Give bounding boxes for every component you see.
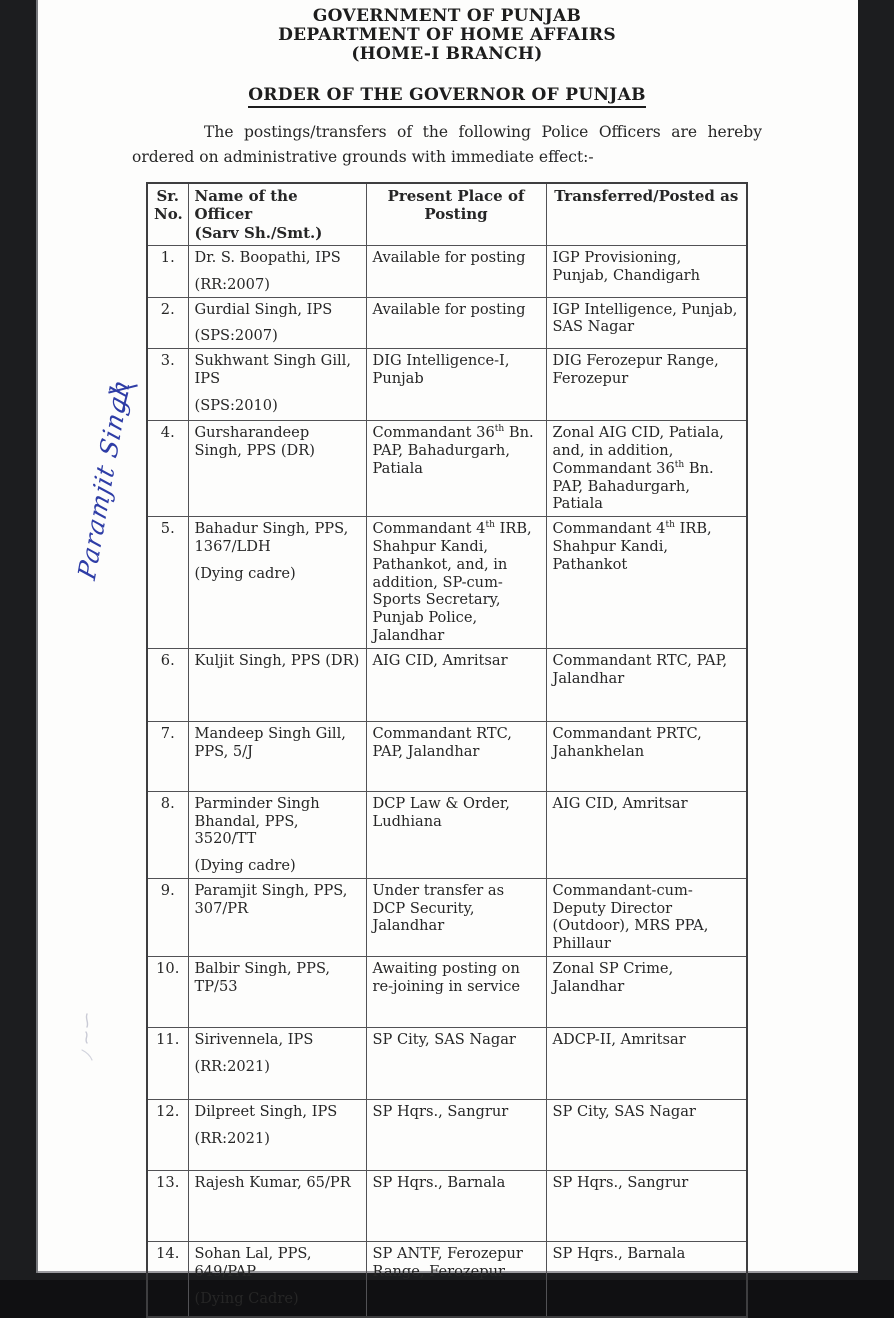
cell-officer-name [188, 957, 366, 1028]
officer-name: Sukhwant Singh Gill, IPS [194, 352, 351, 387]
table-row [147, 957, 747, 1028]
cell-present-posting: SP City, SAS Nagar [366, 1028, 546, 1100]
cell-officer-name [188, 1100, 366, 1171]
cell-officer-name [188, 1171, 366, 1242]
cell-sr-no: 9. [147, 878, 188, 956]
officer-name: Mandeep Singh Gill, PPS, 5/J [194, 724, 346, 760]
cell-transferred-posting: DIG Ferozepur Range, Ferozepur [546, 349, 747, 421]
cell-sr-no: 7. [147, 721, 188, 791]
table-row [147, 1100, 747, 1171]
cell-transferred-posting: IGP Intelligence, Punjab, SAS Nagar [546, 297, 747, 349]
table-row [147, 1028, 747, 1100]
officer-name: Paramjit Singh, PPS, 307/PR [194, 881, 348, 917]
cell-present-posting: DIG Intelligence-I, Punjab [366, 349, 546, 421]
table-row [147, 648, 747, 721]
cell-sr-no: 11. [147, 1028, 188, 1100]
officer-name: Kuljit Singh, PPS (DR) [194, 651, 360, 669]
cell-sr-no: 2. [147, 297, 188, 349]
cell-sr-no: 10. [147, 957, 188, 1028]
cell-officer-name [188, 1028, 366, 1100]
cell-sr-no: 6. [147, 648, 188, 721]
officer-cadre-note: (RR:2021) [194, 1057, 270, 1075]
cell-officer-name [188, 878, 366, 956]
cell-transferred-posting: SP Hqrs., Barnala [546, 1242, 747, 1317]
cell-transferred-posting: Commandant RTC, PAP, Jalandhar [546, 648, 747, 721]
postings-table [146, 182, 748, 1318]
officer-cadre-note: (Dying cadre) [194, 857, 296, 875]
header-transferred-line1: Transferred/Posted as [554, 187, 739, 206]
table-body [147, 245, 747, 1316]
officer-name: Parminder Singh Bhandal, PPS, 3520/TT [194, 794, 320, 848]
header-cell-present-posting [366, 183, 546, 245]
cell-officer-name [188, 349, 366, 421]
cell-transferred-posting: Commandant-cum-Deputy Director (Outdoor), MRS PPA, Phillaur [546, 878, 747, 956]
signature-flourish-tick [122, 392, 129, 412]
cell-transferred-posting: SP Hqrs., Sangrur [546, 1171, 747, 1242]
cell-officer-name [188, 721, 366, 791]
table-row [147, 297, 747, 349]
officer-cadre-note: (Dying Cadre) [194, 1289, 299, 1307]
officer-cadre-note: (RR:2007) [194, 275, 270, 293]
left-letterbox-bar [0, 0, 36, 1280]
officer-cadre-note: (SPS:2010) [194, 396, 278, 414]
table-row [147, 791, 747, 878]
signature-ink-text: Paramjit Singh [72, 374, 136, 583]
cell-present-posting: SP ANTF, Ferozepur Range, Ferozepur [366, 1242, 546, 1317]
cell-officer-name [188, 297, 366, 349]
letterhead-line-government: GOVERNMENT OF PUNJAB [312, 6, 582, 26]
document-letterhead [36, 0, 858, 64]
officer-name: Sohan Lal, PPS, 649/PAP [194, 1245, 312, 1280]
officer-name: Gurdial Singh, IPS [194, 300, 333, 318]
header-name-line1: Name of the Officer [194, 187, 298, 224]
cell-sr-no: 5. [147, 517, 188, 649]
document-page [36, 0, 858, 1307]
table-row [147, 245, 747, 297]
table-row [147, 721, 747, 791]
cell-present-posting: SP Hqrs., Barnala [366, 1171, 546, 1242]
officer-name: Dr. S. Boopathi, IPS [194, 248, 341, 266]
header-name-line2: (Sarv Sh./Smt.) [194, 223, 323, 242]
officer-name: Balbir Singh, PPS, TP/53 [194, 960, 331, 995]
cell-sr-no: 3. [147, 349, 188, 421]
cell-sr-no: 12. [147, 1100, 188, 1171]
cell-sr-no: 1. [147, 245, 188, 297]
header-row [147, 183, 747, 245]
table-row [147, 421, 747, 517]
officer-cadre-note: (Dying cadre) [194, 564, 296, 582]
officer-name: Dilpreet Singh, IPS [194, 1103, 338, 1121]
header-present-line2: Posting [424, 205, 488, 224]
cell-transferred-posting: Zonal AIG CID, Patiala, and, in addition, Commandant 36th Bn. PAP, Bahadurgarh, Patiala [546, 421, 747, 517]
letterhead-line-branch: (HOME-I BRANCH) [351, 44, 543, 65]
header-present-line1: Present Place of [387, 187, 525, 206]
table-row [147, 349, 747, 421]
signature-flourish-stroke [108, 384, 138, 393]
cell-sr-no: 8. [147, 791, 188, 878]
table-row [147, 1171, 747, 1242]
table-row [147, 517, 747, 649]
officer-name: Bahadur Singh, PPS, 1367/LDH [194, 520, 349, 555]
cell-transferred-posting: SP City, SAS Nagar [546, 1100, 747, 1171]
cell-transferred-posting: Zonal SP Crime, Jalandhar [546, 957, 747, 1028]
cell-sr-no: 13. [147, 1171, 188, 1242]
cell-officer-name [188, 791, 366, 878]
header-cell-transferred [546, 183, 747, 245]
cell-present-posting: Awaiting posting on re-joining in service [366, 957, 546, 1028]
cell-present-posting: Available for posting [366, 297, 546, 349]
letterhead-line-department: DEPARTMENT OF HOME AFFAIRS [278, 25, 616, 46]
intro-paragraph: The postings/transfers of the following Police Officers are hereby ordered on administrative grounds with immediate effect:- [132, 123, 762, 166]
order-title [36, 85, 858, 105]
signature-paramjit-singh [54, 374, 154, 583]
cell-present-posting: Commandant 36th Bn. PAP, Bahadurgarh, Patiala [366, 421, 546, 517]
faint-ink-mark [78, 1012, 96, 1068]
table-row [147, 878, 747, 956]
cell-officer-name [188, 421, 366, 517]
cell-transferred-posting: Commandant 4th IRB, Shahpur Kandi, Pathankot [546, 517, 747, 649]
cell-transferred-posting: IGP Provisioning, Punjab, Chandigarh [546, 245, 747, 297]
cell-present-posting: Commandant 4th IRB, Shahpur Kandi, Pathankot, and, in addition, SP-cum-Sports Secretary, Punjab Police, Jalandhar [366, 517, 546, 649]
order-title-text: ORDER OF THE GOVERNOR OF PUNJAB [248, 85, 646, 108]
officer-name: Sirivennela, IPS [194, 1031, 314, 1049]
cell-present-posting: Commandant RTC, PAP, Jalandhar [366, 721, 546, 791]
cell-transferred-posting: ADCP-II, Amritsar [546, 1028, 747, 1100]
cell-transferred-posting: AIG CID, Amritsar [546, 791, 747, 878]
cell-present-posting: Under transfer as DCP Security, Jalandhar [366, 878, 546, 956]
cell-officer-name [188, 517, 366, 649]
officer-name: Gursharandeep Singh, PPS (DR) [194, 424, 315, 459]
officer-cadre-note: (SPS:2007) [194, 327, 278, 345]
cell-officer-name [188, 1242, 366, 1317]
cell-officer-name [188, 648, 366, 721]
cell-present-posting: DCP Law & Order, Ludhiana [366, 791, 546, 878]
right-letterbox-bar [858, 0, 894, 1280]
postings-table-header [147, 183, 747, 245]
header-sr-line1: Sr. [156, 187, 180, 206]
table-row [147, 1242, 747, 1317]
header-cell-sr-no [147, 183, 188, 245]
officer-name: Rajesh Kumar, 65/PR [194, 1174, 351, 1192]
cell-sr-no: 4. [147, 421, 188, 517]
cell-officer-name [188, 245, 366, 297]
cell-transferred-posting: Commandant PRTC, Jahankhelan [546, 721, 747, 791]
cell-sr-no: 14. [147, 1242, 188, 1317]
officer-cadre-note: (RR:2021) [194, 1129, 270, 1147]
cell-present-posting: AIG CID, Amritsar [366, 648, 546, 721]
cell-present-posting: Available for posting [366, 245, 546, 297]
cell-present-posting: SP Hqrs., Sangrur [366, 1100, 546, 1171]
header-sr-line2: No. [154, 205, 183, 224]
header-cell-officer-name [188, 183, 366, 245]
